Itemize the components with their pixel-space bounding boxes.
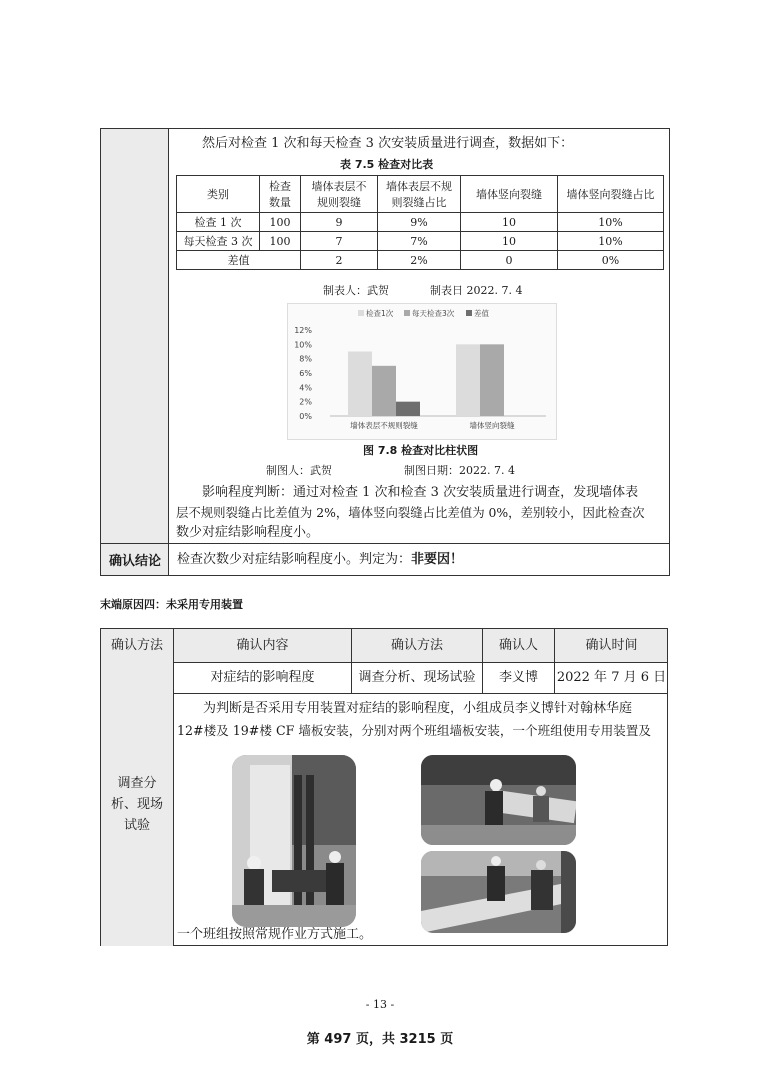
table-cell: 差值 (177, 251, 301, 270)
photo-lifting-device (232, 755, 356, 927)
header-surface-ratio: 墙体表层不规 则裂缝占比 (378, 176, 461, 213)
table-cell: 100 (260, 232, 301, 251)
chart-maker: 制图人：武贺 (266, 464, 332, 477)
header-cell: 确认内容 (236, 638, 289, 653)
header-vertical-ratio: 墙体竖向裂缝占比 (558, 176, 664, 213)
table-header-row (177, 176, 664, 213)
header-cell: 确认人 (498, 638, 538, 653)
left-column (101, 129, 169, 575)
judgment-line-2: 层不规则裂缝占比差值为 2%，墙体竖向裂缝占比差值为 0%，差别较小，因此检查次 (176, 505, 645, 520)
row-cell: 对症结的影响程度 (210, 670, 315, 685)
bar (456, 344, 480, 416)
table-date: 制表日 2022. 7. 4 (430, 284, 523, 297)
table-cell: 9 (301, 213, 378, 232)
table-diff-row (177, 251, 664, 270)
y-tick-label: 6% (299, 369, 312, 378)
table-cell: 2% (378, 251, 461, 270)
header-count: 检查 数量 (260, 176, 301, 213)
intro-text: 然后对检查 1 次和每天检查 3 次安装质量进行调查，数据如下： (202, 136, 574, 151)
row-cell: 调查分析、现场试验 (358, 670, 476, 685)
bar-chart-panel (287, 303, 557, 440)
body-last-line: 一个班组按照常规作业方式施工。 (177, 927, 373, 942)
row-cell: 2022 年 7 月 6 日 (556, 670, 667, 685)
header-cell: 确认方法 (390, 638, 443, 653)
table-cell: 7% (378, 232, 461, 251)
y-tick-label: 0% (299, 412, 312, 421)
confirm-label: 确认结论 (108, 554, 161, 569)
row-divider (101, 543, 669, 544)
page-total: 第 497 页，共 3215 页 (306, 1032, 454, 1047)
table-cell: 每天检查 3 次 (177, 232, 260, 251)
header-surface-cracks: 墙体表层不 规则裂缝 (301, 176, 378, 213)
section-heading: 末端原因四：未采用专用装置 (100, 598, 243, 611)
comparison-table (176, 175, 664, 270)
page-number-small: - 13 - (365, 998, 395, 1011)
header-category: 类别 (177, 176, 260, 213)
header-vertical-cracks: 墙体竖向裂缝 (461, 176, 558, 213)
header-cell: 确认时间 (585, 638, 638, 653)
row-cell: 李义博 (498, 670, 538, 685)
y-tick-label: 8% (299, 354, 312, 364)
table-row (177, 232, 664, 251)
body-line-1: 为判断是否采用专用装置对症结的影响程度，小组成员李义博针对翰林华庭 (203, 701, 633, 716)
table-maker: 制表人：武贺 (323, 284, 389, 297)
bar (396, 402, 420, 416)
y-tick-label: 2% (299, 397, 312, 407)
legend-label: 检查1次 (366, 309, 394, 318)
x-tick-label: 墙体竖向裂缝 (469, 421, 515, 430)
bar (372, 366, 396, 416)
confirm-verdict: 非要因！ (411, 552, 464, 567)
judgment-line-3: 数少对症结影响程度小。 (176, 525, 320, 540)
table-cell: 检查 1 次 (177, 213, 260, 232)
bar (348, 352, 372, 417)
legend-swatch (466, 310, 472, 316)
figure-caption: 图 7.8 检查对比柱状图 (363, 444, 479, 457)
confirm-label-cell (101, 543, 169, 576)
table-cell: 0 (461, 251, 558, 270)
bar-chart (288, 304, 556, 439)
left-label: 调查分 析、现场 试验 (110, 776, 163, 833)
header-cell: 确认方法 (110, 638, 163, 653)
table-cell: 2 (301, 251, 378, 270)
judgment-line-1: 影响程度判断：通过对检查 1 次和检查 3 次安装质量进行调查，发现墙体表 (202, 485, 639, 500)
table-cell: 0% (558, 251, 664, 270)
table-cell: 9% (378, 213, 461, 232)
table-cell: 10% (558, 213, 664, 232)
table-row (177, 213, 664, 232)
y-tick-label: 4% (299, 383, 312, 393)
y-tick-label: 12% (294, 326, 312, 335)
bar (480, 344, 504, 416)
table-title: 表 7.5 检查对比表 (340, 158, 434, 171)
y-tick-label: 10% (294, 340, 312, 350)
confirm-conclusion (177, 550, 463, 570)
legend-swatch (404, 310, 410, 316)
table-cell: 7 (301, 232, 378, 251)
photo-manual-install (421, 755, 576, 845)
confirm-text: 检查次数少对症结影响程度小。判定为： (177, 552, 412, 567)
chart-date: 制图日期：2022. 7. 4 (404, 464, 515, 477)
table-cell: 10% (558, 232, 664, 251)
legend-label: 差值 (474, 309, 489, 318)
legend-label: 每天检查3次 (412, 309, 455, 318)
verification-table (100, 628, 668, 946)
table-cell: 100 (260, 213, 301, 232)
photo-team-work (421, 851, 576, 933)
table-cell: 10 (461, 213, 558, 232)
row-line (173, 693, 668, 694)
body-line-2: 12#楼及 19#楼 CF 墙板安装，分别对两个班组墙板安装，一个班组使用专用装置及 (177, 723, 651, 738)
x-tick-label: 墙体表层不规则裂缝 (350, 421, 418, 430)
legend-swatch (358, 310, 364, 316)
table-cell: 10 (461, 232, 558, 251)
